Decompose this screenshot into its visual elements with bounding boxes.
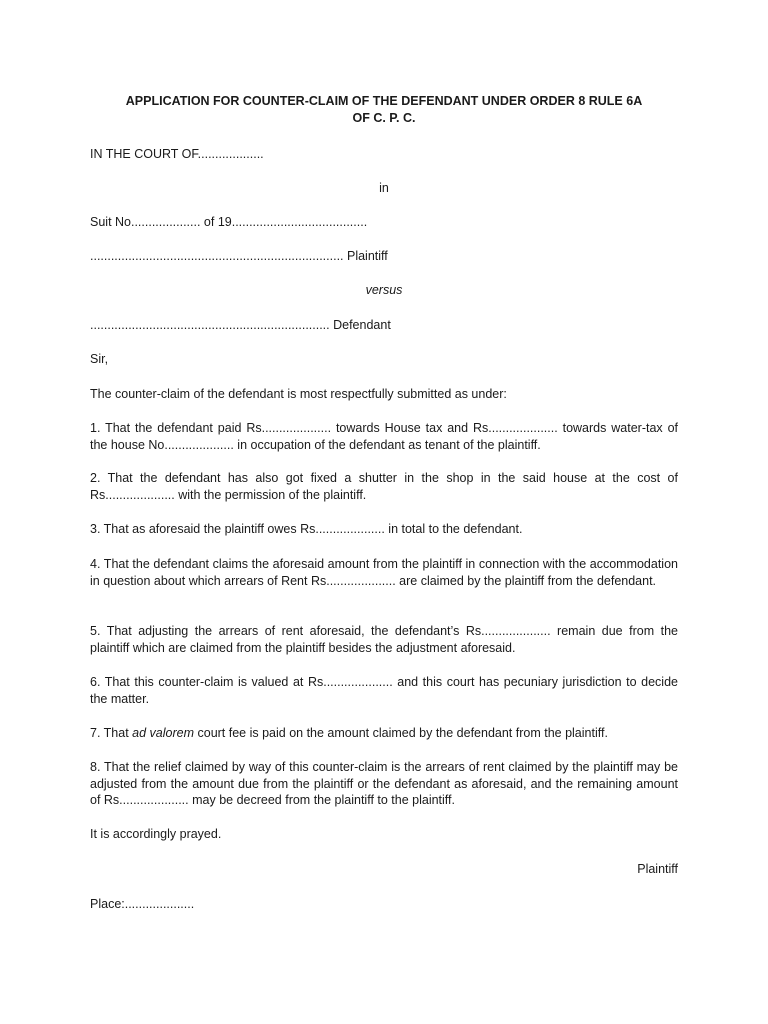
paragraph-3: 3. That as aforesaid the plaintiff owes Rs.................... in total to the defendant. xyxy=(90,522,523,536)
title-line-1: APPLICATION FOR COUNTER-CLAIM OF THE DEFENDANT UNDER ORDER 8 RULE 6A xyxy=(125,94,643,108)
paragraph-2: 2. That the defendant has also got fixed a shutter in the shop in the said house at the cost of Rs.................... with the permission of the plaintiff. xyxy=(90,471,678,502)
paragraph-1: 1. That the defendant paid Rs.................... towards House tax and Rs.................... towards water-tax of the house No.................... in occupation of the defendant as tenant of the plaintiff. xyxy=(90,421,678,452)
paragraph-7-italic: ad valorem xyxy=(132,726,195,740)
paragraph-7-suffix: court fee is paid on the amount claimed by the defendant from the plaintiff. xyxy=(194,726,608,740)
title-line-2: OF C. P. C. xyxy=(352,110,416,125)
document-title xyxy=(90,93,678,126)
in-line: in xyxy=(379,181,389,195)
defendant-line: ..................................................................... Defendant xyxy=(90,318,391,332)
paragraph-4: 4. That the defendant claims the aforesaid amount from the plaintiff in connection with the accommodation in question about which arrears of Rent Rs.................... are claimed by the plaintiff from the defendant. xyxy=(90,557,678,588)
suit-line: Suit No.................... of 19....................................... xyxy=(90,215,368,229)
paragraph-8: 8. That the relief claimed by way of this counter-claim is the arrears of rent claimed by the plaintiff may be adjusted from the amount due from the plaintiff or the defendant as aforesaid, and the remaining amount of Rs.................... may be decreed from the plaintiff to the plaintiff. xyxy=(90,760,678,807)
paragraph-7 xyxy=(90,725,678,742)
paragraph-7-prefix: 7. That xyxy=(90,726,133,740)
place-line: Place:.................... xyxy=(90,897,195,911)
salutation: Sir, xyxy=(90,352,109,366)
paragraph-6: 6. That this counter-claim is valued at Rs.................... and this court has pecuniary jurisdiction to decide the matter. xyxy=(90,675,678,706)
plaintiff-line: ......................................................................... Plaintiff xyxy=(90,249,388,263)
intro-paragraph: The counter-claim of the defendant is most respectfully submitted as under: xyxy=(90,387,507,401)
versus-line: versus xyxy=(365,283,403,297)
signature-plaintiff: Plaintiff xyxy=(637,862,678,876)
prayer-line: It is accordingly prayed. xyxy=(90,827,222,841)
paragraph-5: 5. That adjusting the arrears of rent aforesaid, the defendant’s Rs.................... remain due from the plaintiff which are claimed from the plaintiff besides the adjustment aforesaid. xyxy=(90,624,678,655)
court-line: IN THE COURT OF................... xyxy=(90,147,264,161)
